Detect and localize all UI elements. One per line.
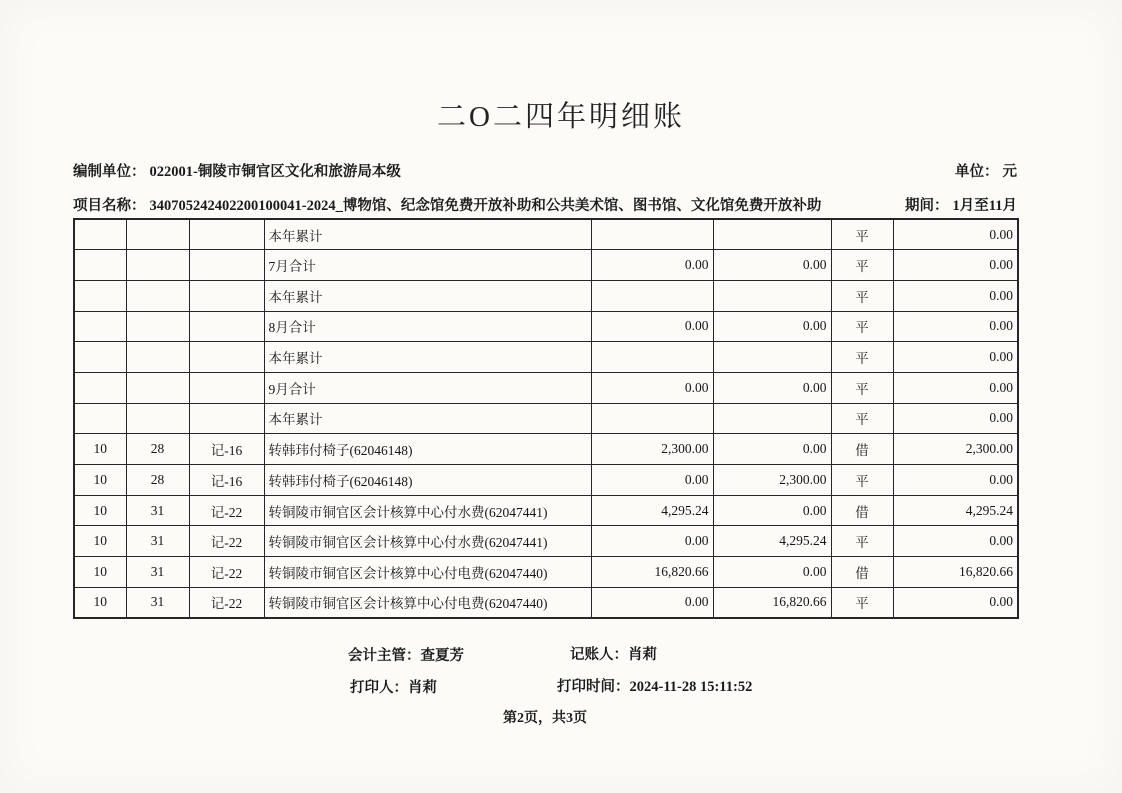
cell-direction: 借 [831,434,893,465]
cell-month: 10 [74,465,126,496]
table-row [74,526,1018,557]
cell-voucher-no [189,311,264,342]
cell-day [126,280,189,311]
cell-month: 10 [74,526,126,557]
cell-credit: 16,820.66 [713,587,831,618]
cell-summary: 本年累计 [264,280,591,311]
table-row [74,372,1018,403]
cell-credit [713,403,831,434]
cell-credit [713,342,831,373]
cell-debit: 0.00 [591,372,713,403]
project-name-value: 340705242402200100041-2024_博物馆、纪念馆免费开放补助和公共美术馆、图书馆、文化馆免费开放补助 [149,198,822,214]
cell-direction: 平 [831,526,893,557]
cell-voucher-no [189,219,264,250]
currency-unit [955,160,1017,181]
cell-day [126,250,189,281]
cell-debit: 0.00 [591,311,713,342]
cell-voucher-no: 记-22 [189,495,264,526]
cell-voucher-no [189,342,264,373]
table-row [74,219,1018,250]
meta-row-project [73,194,1017,215]
cell-month: 10 [74,495,126,526]
cell-summary: 本年累计 [264,403,591,434]
cell-direction: 平 [831,250,893,281]
cell-balance: 0.00 [893,372,1018,403]
cell-direction: 借 [831,557,893,588]
ledger-table [73,218,1019,619]
cell-credit: 0.00 [713,250,831,281]
cell-voucher-no: 记-16 [189,465,264,496]
cell-month [74,342,126,373]
cell-debit [591,403,713,434]
cell-month [74,403,126,434]
compiling-unit [73,160,401,181]
project-name-label: 项目名称： [73,198,146,214]
table-row [74,465,1018,496]
printed-by [350,676,437,697]
compiling-unit-value: 022001-铜陵市铜官区文化和旅游局本级 [149,164,401,180]
cell-month [74,219,126,250]
cell-credit [713,280,831,311]
cell-summary: 7月合计 [264,250,591,281]
cell-direction: 平 [831,403,893,434]
cell-month [74,280,126,311]
cell-voucher-no [189,250,264,281]
cell-debit: 0.00 [591,587,713,618]
cell-balance: 16,820.66 [893,557,1018,588]
table-row [74,587,1018,618]
cell-voucher-no [189,372,264,403]
cell-credit [713,219,831,250]
cell-month: 10 [74,587,126,618]
bookkeeper [570,643,657,664]
cell-summary: 转铜陵市铜官区会计核算中心付电费(62047440) [264,587,591,618]
table-row [74,342,1018,373]
cell-voucher-no: 记-16 [189,434,264,465]
table-row [74,403,1018,434]
cell-voucher-no: 记-22 [189,557,264,588]
cell-summary: 本年累计 [264,342,591,373]
cell-debit [591,342,713,373]
cell-month [74,372,126,403]
cell-summary: 转韩玮付椅子(62046148) [264,434,591,465]
cell-day: 31 [126,495,189,526]
cell-day: 28 [126,434,189,465]
period-label: 期间： [905,198,949,214]
cell-debit: 2,300.00 [591,434,713,465]
compiling-unit-label: 编制单位： [73,164,146,180]
cell-balance: 0.00 [893,280,1018,311]
cell-direction: 平 [831,372,893,403]
cell-balance: 0.00 [893,219,1018,250]
cell-summary: 转铜陵市铜官区会计核算中心付水费(62047441) [264,495,591,526]
print-time [557,675,752,696]
page-indicator: 第2页，共3页 [503,711,587,726]
cell-direction: 借 [831,495,893,526]
cell-balance: 0.00 [893,526,1018,557]
cell-day: 31 [126,557,189,588]
cell-credit: 4,295.24 [713,526,831,557]
cell-debit: 4,295.24 [591,495,713,526]
cell-credit: 2,300.00 [713,465,831,496]
cell-credit: 0.00 [713,372,831,403]
cell-balance: 0.00 [893,587,1018,618]
cell-debit: 0.00 [591,526,713,557]
cell-credit: 0.00 [713,311,831,342]
cell-credit: 0.00 [713,434,831,465]
cell-debit: 0.00 [591,465,713,496]
bookkeeper-name: 肖莉 [628,647,657,663]
cell-summary: 转铜陵市铜官区会计核算中心付电费(62047440) [264,557,591,588]
period [905,194,1017,215]
cell-day [126,403,189,434]
cell-summary: 转铜陵市铜官区会计核算中心付水费(62047441) [264,526,591,557]
cell-day [126,372,189,403]
ledger-table-body [74,219,1018,618]
cell-balance: 0.00 [893,403,1018,434]
table-row [74,557,1018,588]
cell-summary: 转韩玮付椅子(62046148) [264,465,591,496]
printed-by-name: 肖莉 [408,680,437,696]
accounting-supervisor [348,644,464,665]
cell-balance: 2,300.00 [893,434,1018,465]
cell-day: 31 [126,526,189,557]
page-title: 二O二四年明细账 [437,101,685,133]
cell-debit [591,219,713,250]
cell-balance: 0.00 [893,465,1018,496]
cell-voucher-no: 记-22 [189,526,264,557]
cell-day [126,311,189,342]
cell-voucher-no: 记-22 [189,587,264,618]
currency-unit-label: 单位： [955,164,999,180]
cell-summary: 本年累计 [264,219,591,250]
table-row [74,434,1018,465]
print-time-value: 2024-11-28 15:11:52 [629,679,753,695]
cell-day [126,342,189,373]
cell-credit: 0.00 [713,495,831,526]
cell-summary: 8月合计 [264,311,591,342]
cell-direction: 平 [831,311,893,342]
cell-direction: 平 [831,280,893,311]
table-row [74,495,1018,526]
currency-unit-value: 元 [1002,164,1017,180]
bookkeeper-label: 记账人： [570,647,628,663]
period-value: 1月至11月 [952,198,1017,214]
cell-voucher-no [189,403,264,434]
print-time-label: 打印时间： [557,679,630,695]
cell-balance: 0.00 [893,342,1018,373]
cell-direction: 平 [831,342,893,373]
cell-month [74,250,126,281]
cell-day [126,219,189,250]
accounting-supervisor-label: 会计主管： [348,648,421,664]
printed-by-label: 打印人： [350,680,408,696]
table-row [74,311,1018,342]
cell-month [74,311,126,342]
cell-direction: 平 [831,587,893,618]
cell-credit: 0.00 [713,557,831,588]
cell-day: 28 [126,465,189,496]
cell-balance: 4,295.24 [893,495,1018,526]
cell-balance: 0.00 [893,311,1018,342]
cell-month: 10 [74,434,126,465]
cell-summary: 9月合计 [264,372,591,403]
cell-day: 31 [126,587,189,618]
cell-voucher-no [189,280,264,311]
cell-debit [591,280,713,311]
cell-debit: 0.00 [591,250,713,281]
table-row [74,280,1018,311]
meta-row-unit [73,160,1017,181]
cell-balance: 0.00 [893,250,1018,281]
cell-month: 10 [74,557,126,588]
table-row [74,250,1018,281]
cell-direction: 平 [831,465,893,496]
cell-debit: 16,820.66 [591,557,713,588]
project-name [73,194,821,215]
accounting-supervisor-name: 查夏芳 [420,648,464,664]
cell-direction: 平 [831,219,893,250]
